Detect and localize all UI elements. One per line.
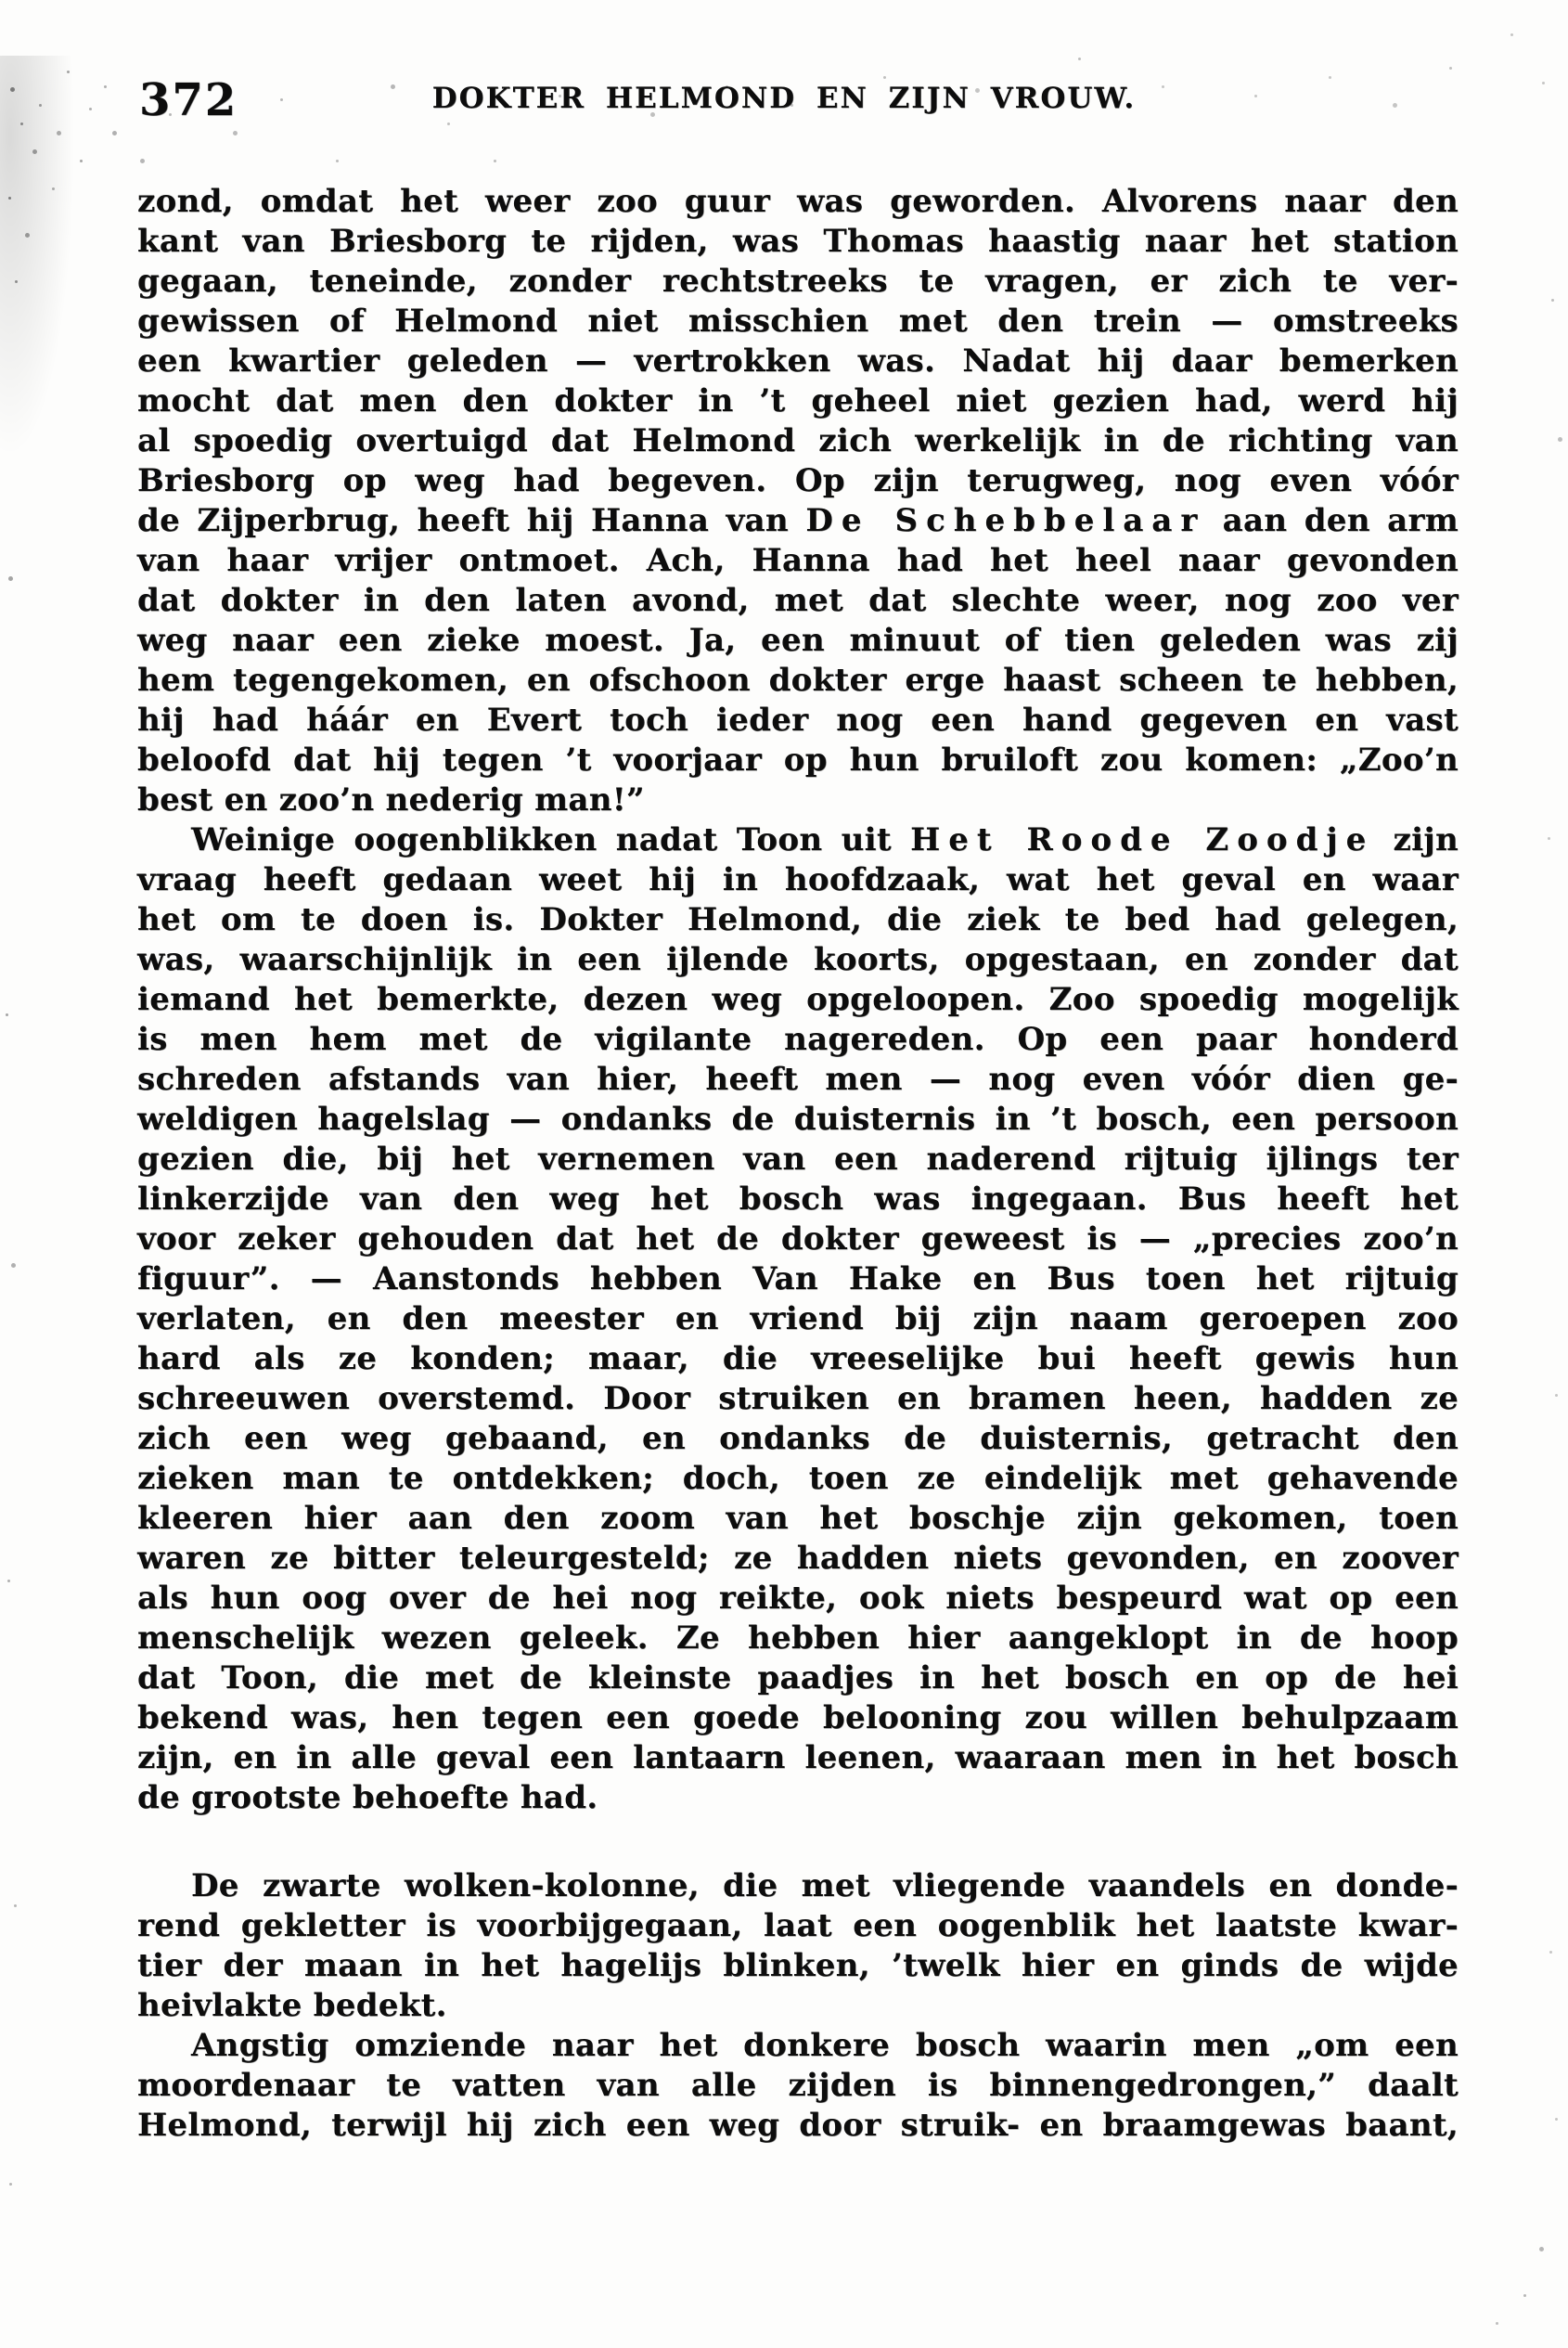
paragraph <box>137 182 1459 820</box>
text-line: voor zeker gehouden dat het de dokter geweest is — „precies zoo’n <box>137 1220 1459 1258</box>
text-line: een kwartier geleden — vertrokken was. Nadat hij daar bemerken <box>137 342 1459 380</box>
paragraph <box>137 1866 1459 2026</box>
text-line: zich een weg gebaand, en ondanks de duisternis, getracht den <box>137 1420 1459 1457</box>
text-line: hem tegengekomen, en ofschoon dokter erge haast scheen te hebben, <box>137 662 1459 699</box>
text-line: het om te doen is. Dokter Helmond, die ziek te bed had gelegen, <box>137 901 1459 938</box>
text-line: gewissen of Helmond niet misschien met den trein — omstreeks <box>137 303 1459 340</box>
text-line: De zwarte wolken-kolonne, die met vliegende vaandels en donde- <box>191 1867 1459 1904</box>
text-line: iemand het bemerkte, dezen weg opgeloopen. Zoo spoedig mogelijk <box>137 981 1459 1018</box>
text-line: tier der maan in het hagelijs blinken, ’twelk hier en ginds de wijde <box>137 1947 1459 1984</box>
text-line: zieken man te ontdekken; doch, toen ze eindelijk met gehavende <box>137 1460 1459 1497</box>
text-line: al spoedig overtuigd dat Helmond zich werkelijk in de richting van <box>137 422 1459 459</box>
text-line: van haar vrijer ontmoet. Ach, Hanna had het heel naar gevonden <box>137 542 1459 579</box>
text-line: Helmond, terwijl hij zich een weg door struik- en braamgewas baant, <box>137 2107 1459 2144</box>
paragraph <box>137 2026 1459 2146</box>
text-line: de Zijperbrug, heeft hij Hanna van De Schebbelaar aan den arm <box>137 502 1459 539</box>
text-line: schreeuwen overstemd. Door struiken en bramen heen, hadden ze <box>137 1380 1459 1417</box>
text-line: zijn, en in alle geval een lantaarn leenen, waaraan men in het bosch <box>137 1739 1459 1776</box>
text-line: mocht dat men den dokter in ’t geheel niet gezien had, werd hij <box>137 382 1459 419</box>
text-line: rend gekletter is voorbijgegaan, laat een oogenblik het laatste kwar- <box>137 1907 1459 1944</box>
text-line: zond, omdat het weer zoo guur was geworden. Alvorens naar den <box>137 183 1459 220</box>
text-line: was, waarschijnlijk in een ijlende koorts, opgestaan, en zonder dat <box>137 941 1459 978</box>
running-head <box>0 0 1568 158</box>
text-line: dat dokter in den laten avond, met dat slechte weer, nog zoo ver <box>137 582 1459 619</box>
text-line: hij had háár en Evert toch ieder nog een hand gegeven en vast <box>137 702 1459 739</box>
text-line: dat Toon, die met de kleinste paadjes in het bosch en op de hei <box>137 1659 1459 1696</box>
text-line: verlaten, en den meester en vriend bij zijn naam geroepen zoo <box>137 1300 1459 1337</box>
running-title: DOKTER HELMOND EN ZIJN VROUW. <box>431 82 1137 115</box>
paragraph <box>137 820 1459 1818</box>
text-line: best en zoo’n nederig man!” <box>137 781 645 819</box>
text-line: vraag heeft gedaan weet hij in hoofdzaak, wat het geval en waar <box>137 861 1459 898</box>
letterspaced-proper-name: Het Roode Zoodje <box>910 821 1375 858</box>
text-line: hard als ze konden; maar, die vreeselijke bui heeft gewis hun <box>137 1340 1459 1377</box>
text-line: heivlakte bedekt. <box>137 1987 447 2024</box>
text-line: Angstig omziende naar het donkere bosch waarin men „om een <box>191 2027 1459 2064</box>
text-line: weldigen hagelslag — ondanks de duisternis in ’t bosch, een persoon <box>137 1101 1459 1138</box>
text-line: kant van Briesborg te rijden, was Thomas haastig naar het station <box>137 223 1459 260</box>
text-line: Briesborg op weg had begeven. Op zijn terugweg, nog even vóór <box>137 462 1459 499</box>
letterspaced-proper-name: De Schebbelaar <box>805 502 1206 539</box>
text-line: waren ze bitter teleurgesteld; ze hadden niets gevonden, en zoover <box>137 1540 1459 1577</box>
text-line: Weinige oogenblikken nadat Toon uit Het Roode Zoodje zijn <box>191 821 1459 858</box>
text-line: linkerzijde van den weg het bosch was ingegaan. Bus heeft het <box>137 1180 1459 1218</box>
text-line: de grootste behoefte had. <box>137 1779 598 1816</box>
text-line: moordenaar te vatten van alle zijden is binnengedrongen,” daalt <box>137 2067 1459 2104</box>
text-line: bekend was, hen tegen een goede belooning zou willen behulpzaam <box>137 1699 1459 1736</box>
text-line: figuur”. — Aanstonds hebben Van Hake en Bus toen het rijtuig <box>137 1260 1459 1297</box>
text-line: beloofd dat hij tegen ’t voorjaar op hun bruiloft zou komen: „Zoo’n <box>137 742 1459 779</box>
text-line: gegaan, teneinde, zonder rechtstreeks te vragen, er zich te ver- <box>137 263 1459 300</box>
text-line: is men hem met de vigilante nagereden. Op een paar honderd <box>137 1021 1459 1058</box>
text-line: schreden afstands van hier, heeft men — nog even vóór dien ge- <box>137 1061 1459 1098</box>
text-line: weg naar een zieke moest. Ja, een minuut of tien geleden was zij <box>137 622 1459 659</box>
text-line: menschelijk wezen geleek. Ze hebben hier aangeklopt in de hoop <box>137 1619 1459 1657</box>
text-line: gezien die, bij het vernemen van een naderend rijtuig ijlings ter <box>137 1141 1459 1178</box>
text-line: als hun oog over de hei nog reikte, ook niets bespeurd wat op een <box>137 1580 1459 1617</box>
page-number: 372 <box>139 74 238 126</box>
page-body <box>137 182 1459 2146</box>
text-line: kleeren hier aan den zoom van het boschje zijn gekomen, toen <box>137 1500 1459 1537</box>
